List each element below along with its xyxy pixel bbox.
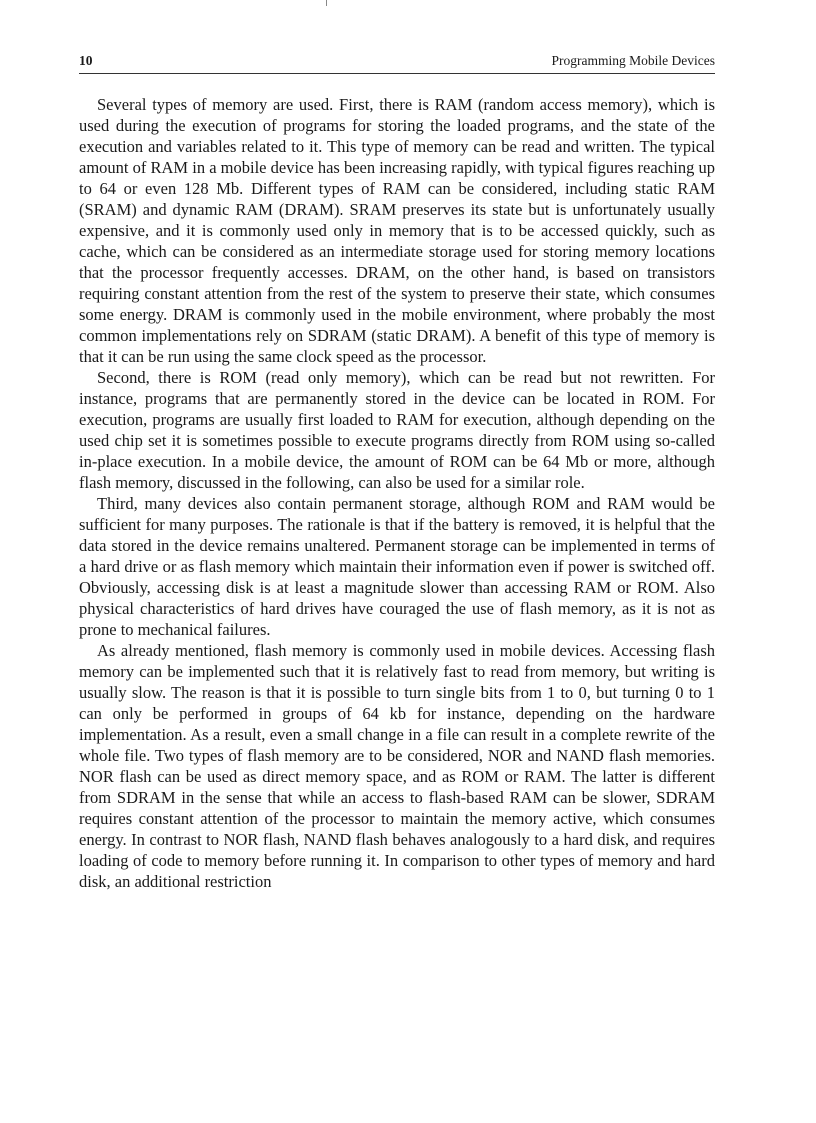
page-number: 10 [79,53,93,68]
paragraph-flash-memory: As already mentioned, flash memory is commonly used in mobile devices. Accessing flash memory can be implemented such that it is relatively fast to read from memory, but writing is usually slow. The reason is that it is possible to turn single bits from 1 to 0, but turning 0 to 1 can only be performed in groups of 64 kb for instance, depending on the hardware implementation. As a result, even a small change in a file can result in a complete rewrite of the whole file. Two types of flash memory are to be considered, NOR and NAND flash memories. NOR flash can be used as direct memory space, and as ROM or RAM. The latter is different from SDRAM in the sense that while an access to flash-based RAM can be slower, SDRAM requires constant attention of the processor to maintain the memory active, which consumes energy. In contrast to NOR flash, NAND flash behaves analogously to a hard disk, and requires loading of code to memory before running it. In comparison to other types of memory and hard disk, an additional restriction [79,641,715,891]
body-text [79,94,715,892]
paragraph-ram: Several types of memory are used. First, there is RAM (random access memory), which is used during the execution of programs for storing the loaded programs, and the state of the execution and variables related to it. This type of memory can be read and written. The typical amount of RAM in a mobile device has been increasing rapidly, with typical figures reaching up to 64 or even 128 Mb. Different types of RAM can be considered, including static RAM (SRAM) and dynamic RAM (DRAM). SRAM preserves its state but is unfortunately usually expensive, and it is commonly used only in memory that is to be accessed quickly, such as cache, which can be considered as an intermediate storage used for storing memory locations that the processor frequently accesses. DRAM, on the other hand, is based on transistors requiring constant attention from the rest of the system to preserve their state, which consumes some energy. DRAM is commonly used in the mobile environment, where probably the most common implementations rely on SDRAM (static DRAM). A benefit of this type of memory is that it can be run using the same clock speed as the processor. [79,95,715,366]
paragraph-rom: Second, there is ROM (read only memory), which can be read but not rewritten. For instance, programs that are permanently stored in the device can be located in ROM. For execution, programs are usually first loaded to RAM for execution, although depending on the used chip set it is sometimes possible to execute programs directly from ROM using so-called in-place execution. In a mobile device, the amount of ROM can be 64 Mb or more, although flash memory, discussed in the following, can also be used for a similar role. [79,368,715,492]
header-rule [79,73,715,74]
top-crop-mark [326,0,331,6]
running-head [79,53,715,71]
paragraph-permanent-storage: Third, many devices also contain permanent storage, although ROM and RAM would be sufficient for many purposes. The rationale is that if the battery is removed, it is helpful that the data stored in the device remains unaltered. Permanent storage can be implemented in terms of a hard drive or as flash memory which maintain their information even if power is switched off. Obviously, accessing disk is at least a magnitude slower than accessing RAM or ROM. Also physical characteristics of hard drives have couraged the use of flash memory, as it is not as prone to mechanical failures. [79,494,715,639]
running-title: Programming Mobile Devices [551,53,715,68]
